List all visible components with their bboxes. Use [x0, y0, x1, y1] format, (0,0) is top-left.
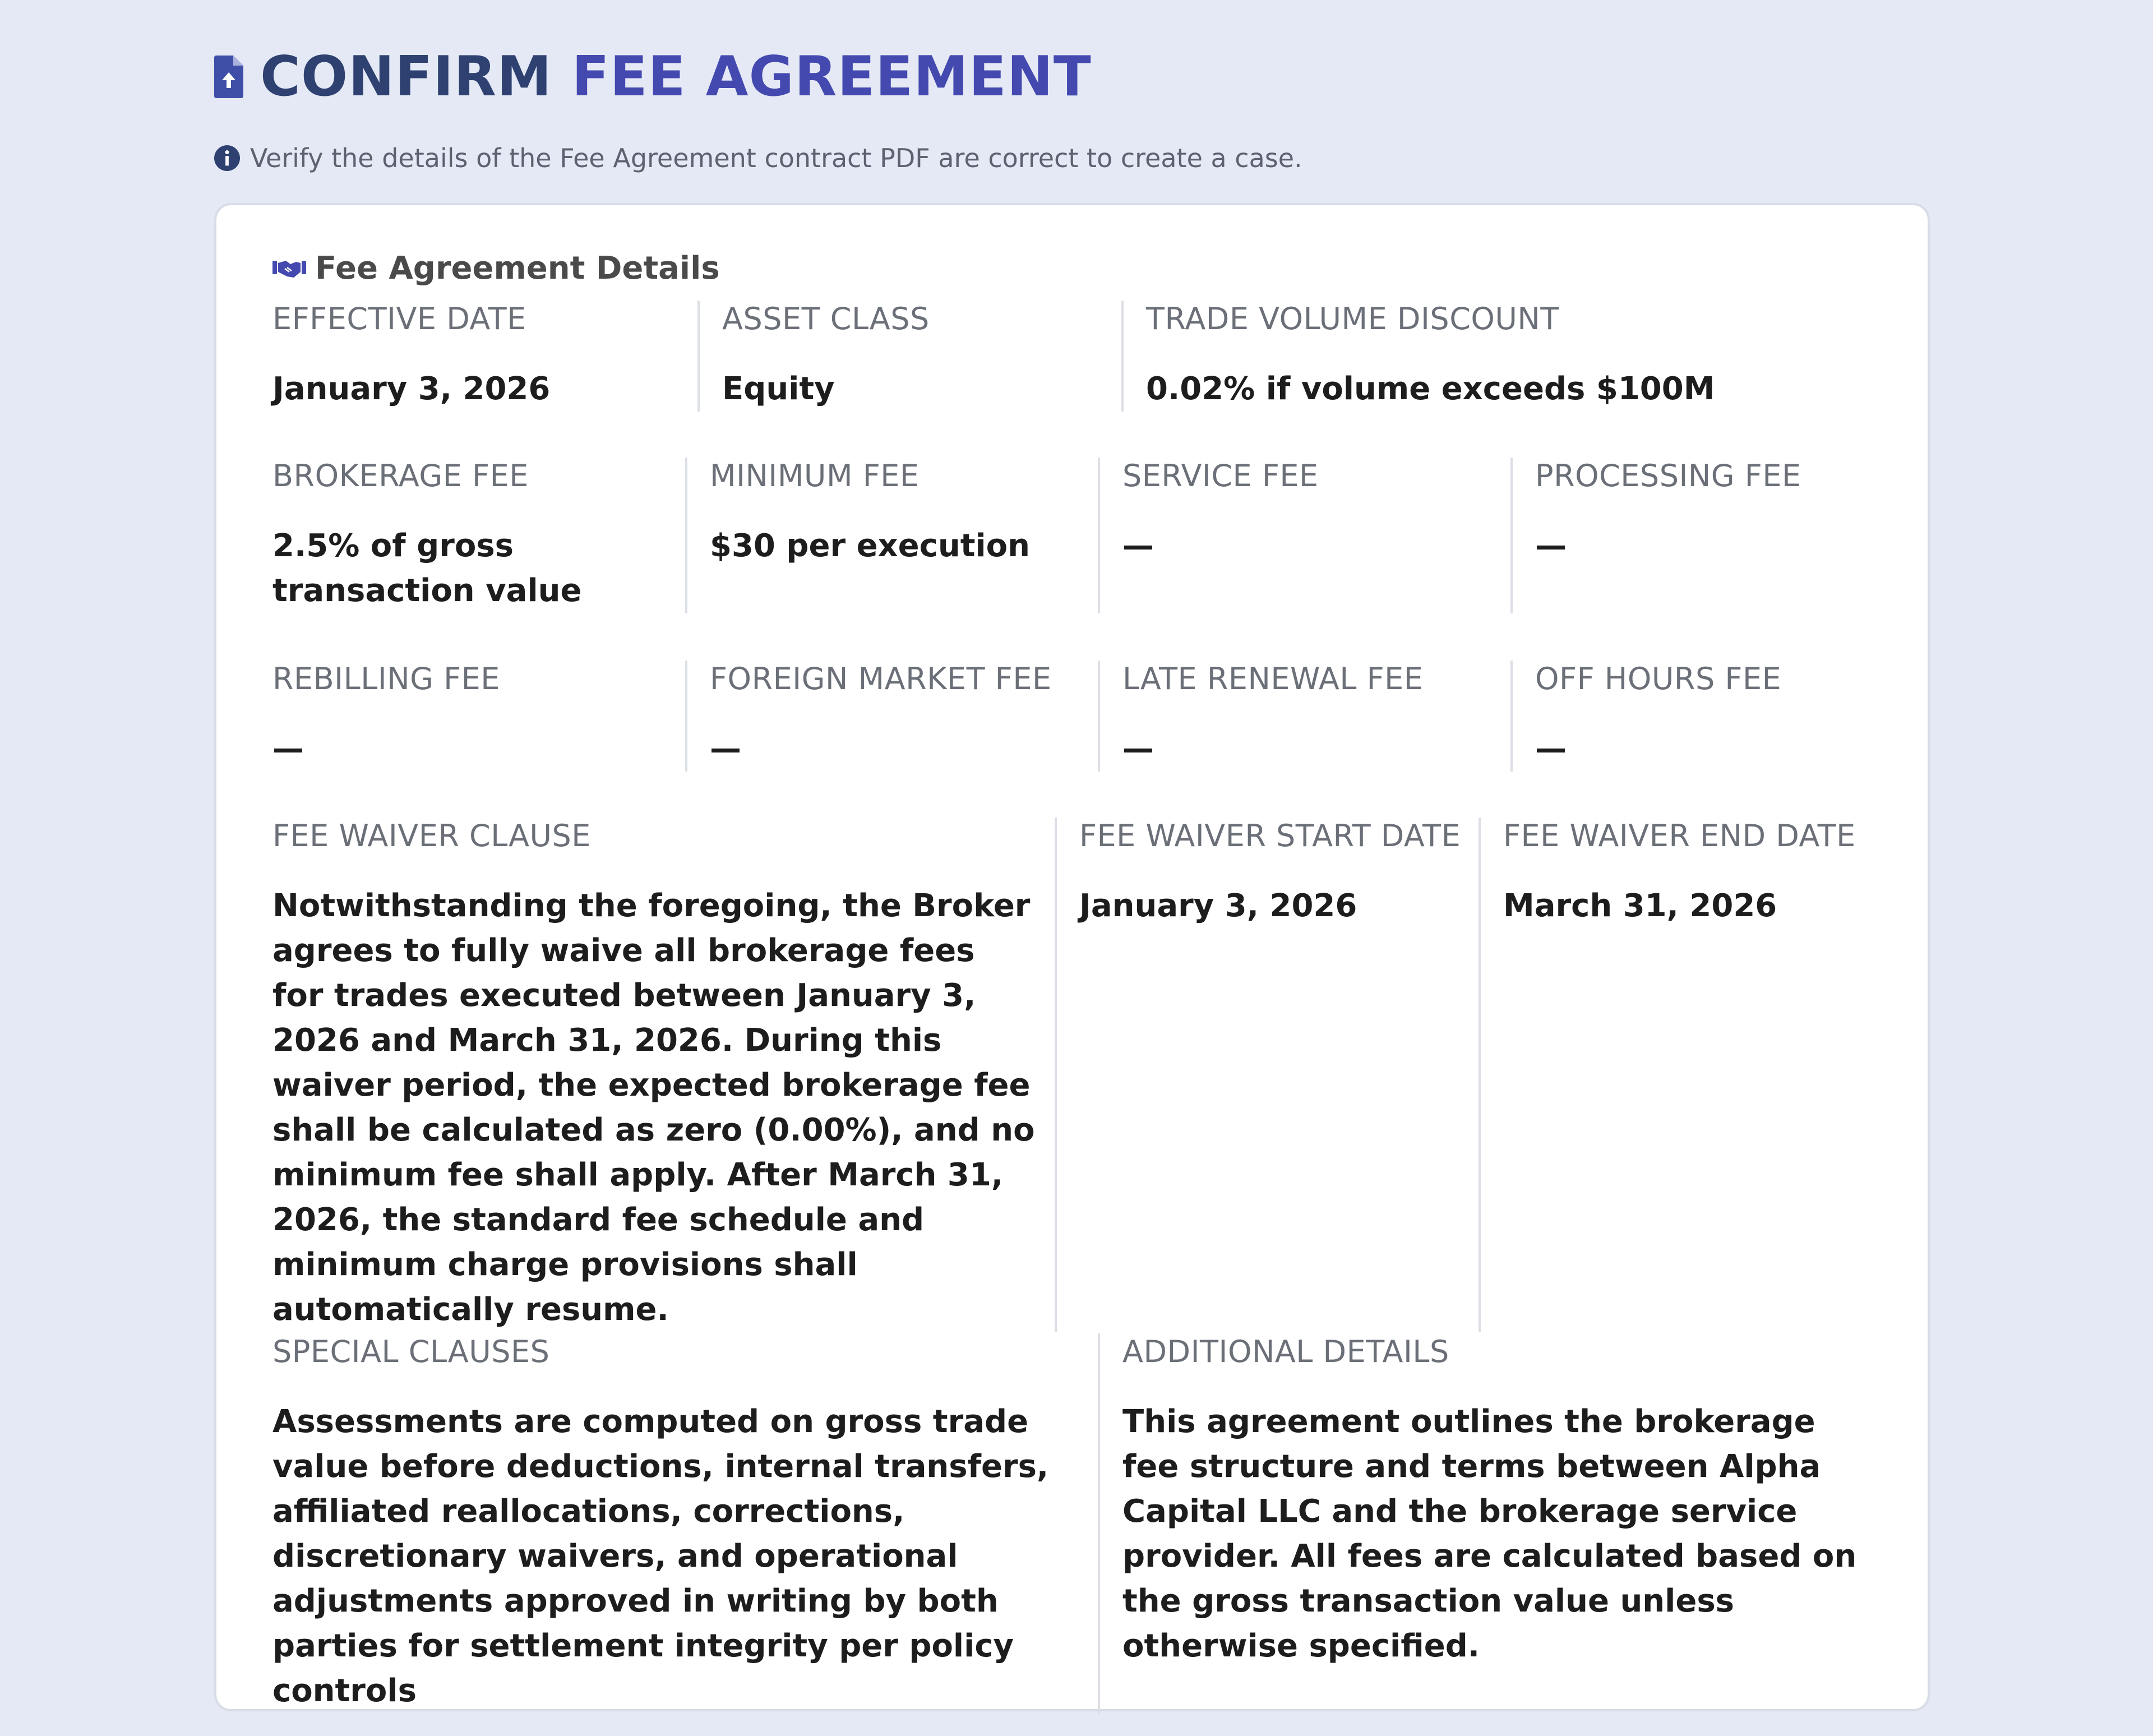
field-label: ASSET CLASS	[722, 301, 930, 336]
field-fee-waiver-clause	[272, 818, 1055, 1332]
page-title	[260, 45, 1092, 109]
field-label: FEE WAIVER CLAUSE	[272, 818, 591, 853]
field-value: March 31, 2026	[1503, 888, 1777, 924]
page-header	[214, 45, 1092, 109]
field-special-clauses	[272, 1333, 1098, 1714]
field-label: REBILLING FEE	[272, 661, 500, 696]
field-value: —	[1122, 731, 1154, 767]
field-value: January 3, 2026	[1079, 888, 1357, 924]
details-row-3	[272, 661, 1875, 772]
field-value: This agreement outlines the brokerage fee structure and terms between Alpha Capital LLC and the brokerage service provider. All fees are calculated based on the gross transaction value unless otherwise specified.	[1122, 1403, 1857, 1664]
field-value: Assessments are computed on gross trade value before deductions, internal transfers, affiliated reallocations, corrections, discretionary waivers, and operational adjustments approved in writing by both parties for settlement integrity per policy controls	[272, 1403, 1049, 1709]
fee-agreement-card	[214, 203, 1930, 1711]
field-off-hours-fee	[1510, 661, 1875, 772]
field-label: PROCESSING FEE	[1535, 458, 1801, 493]
field-value: —	[1122, 528, 1154, 564]
field-label: EFFECTIVE DATE	[272, 301, 526, 336]
field-label: ADDITIONAL DETAILS	[1122, 1334, 1449, 1369]
field-minimum-fee	[685, 458, 1098, 613]
field-label: TRADE VOLUME DISCOUNT	[1146, 301, 1559, 336]
field-late-renewal-fee	[1098, 661, 1510, 772]
subtitle-text: Verify the details of the Fee Agreement contract PDF are correct to create a case.	[250, 143, 1302, 173]
field-label: SPECIAL CLAUSES	[272, 1334, 550, 1369]
field-label: FEE WAIVER START DATE	[1079, 818, 1461, 853]
document-upload-icon	[214, 56, 243, 98]
field-value: $30 per execution	[710, 528, 1031, 564]
field-value: —	[272, 731, 304, 767]
info-icon	[214, 145, 240, 171]
field-value: —	[1535, 731, 1567, 767]
field-label: OFF HOURS FEE	[1535, 661, 1782, 696]
field-label: BROKERAGE FEE	[272, 458, 529, 493]
field-label: SERVICE FEE	[1122, 458, 1319, 493]
handshake-icon	[272, 257, 306, 280]
field-label: FOREIGN MARKET FEE	[710, 661, 1052, 696]
field-asset-class	[697, 301, 1121, 412]
details-row-5	[272, 1333, 1876, 1714]
field-label: FEE WAIVER END DATE	[1503, 818, 1856, 853]
field-value: 2.5% of gross transaction value	[272, 528, 582, 609]
field-effective-date	[272, 301, 697, 412]
field-processing-fee	[1510, 458, 1875, 613]
details-row-2	[272, 458, 1875, 613]
page-subtitle	[214, 143, 1302, 173]
field-fee-waiver-start-date	[1055, 818, 1479, 1332]
section-title-text: Fee Agreement Details	[315, 250, 720, 287]
field-brokerage-fee	[272, 458, 685, 613]
field-rebilling-fee	[272, 661, 685, 772]
field-trade-volume-discount	[1121, 301, 1876, 412]
details-row-4	[272, 818, 1876, 1332]
field-value: 0.02% if volume exceeds $100M	[1146, 371, 1715, 407]
field-label: MINIMUM FEE	[710, 458, 920, 493]
field-service-fee	[1098, 458, 1510, 613]
field-value: Notwithstanding the foregoing, the Broker agrees to fully waive all brokerage fees for trades executed between January 3, 2026 and March 31, 2026. During this waiver period, the expected brokerage fee shall be calculated as zero (0.00%), and no minimum fee shall apply. After March 31, 2026, the standard fee schedule and minimum charge provisions shall automatically resume.	[272, 888, 1035, 1328]
field-label: LATE RENEWAL FEE	[1122, 661, 1424, 696]
field-value: Equity	[722, 371, 835, 407]
field-fee-waiver-end-date	[1479, 818, 1876, 1332]
field-value: —	[1535, 528, 1567, 564]
field-foreign-market-fee	[685, 661, 1098, 772]
page-title-part1: CONFIRM	[260, 45, 552, 109]
page-title-part2: FEE AGREEMENT	[571, 45, 1092, 109]
details-row-1	[272, 301, 1876, 412]
section-title	[272, 250, 720, 287]
field-value: —	[710, 731, 741, 767]
field-value: January 3, 2026	[272, 371, 551, 407]
field-additional-details	[1098, 1333, 1876, 1714]
